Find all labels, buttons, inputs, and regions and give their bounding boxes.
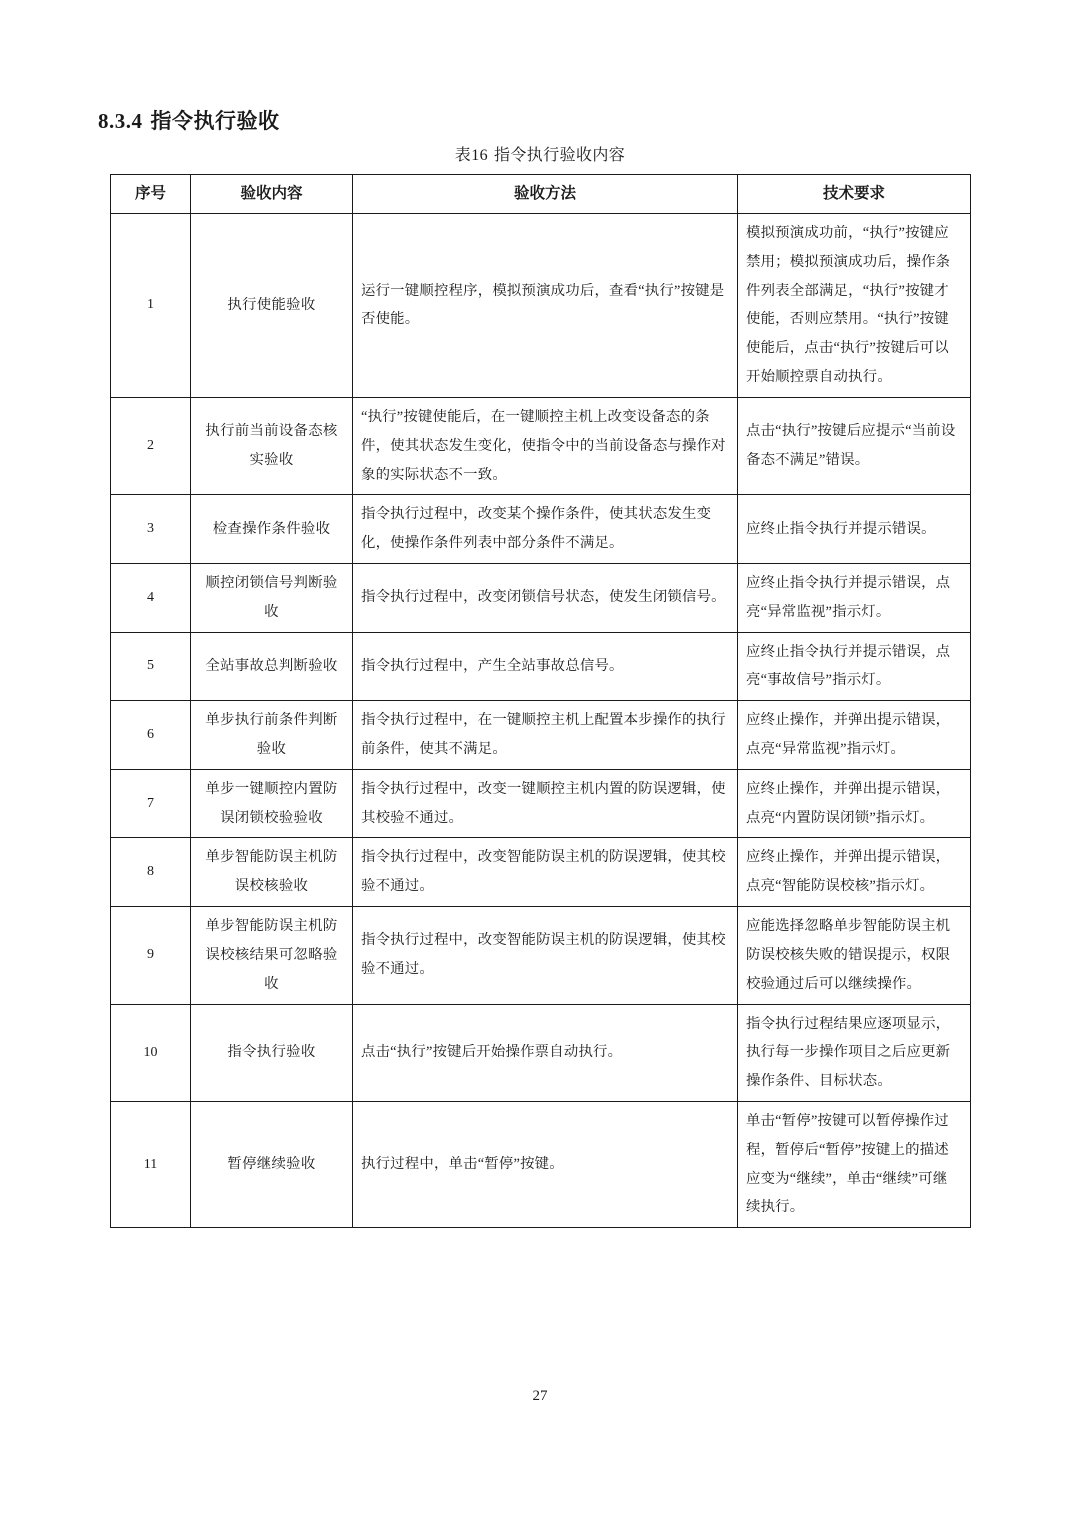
cell-method: 指令执行过程中，产生全站事故总信号。 [353, 632, 738, 701]
cell-method: 指令执行过程中，改变智能防误主机的防误逻辑，使其校验不通过。 [353, 838, 738, 907]
cell-requirement: 应终止指令执行并提示错误。 [738, 495, 971, 564]
table-row [111, 495, 971, 564]
table-row [111, 769, 971, 838]
cell-content: 单步执行前条件判断验收 [191, 701, 353, 770]
table-row [111, 563, 971, 632]
cell-content: 检查操作条件验收 [191, 495, 353, 564]
cell-index: 6 [111, 701, 191, 770]
cell-requirement: 应终止操作，并弹出提示错误，点亮“智能防误校核”指示灯。 [738, 838, 971, 907]
cell-requirement: 模拟预演成功前，“执行”按键应禁用；模拟预演成功后，操作条件列表全部满足，“执行”按键才使能，否则应禁用。“执行”按键使能后，点击“执行”按键后可以开始顺控票自动执行。 [738, 214, 971, 398]
cell-content: 顺控闭锁信号判断验收 [191, 563, 353, 632]
cell-index: 8 [111, 838, 191, 907]
table-row [111, 214, 971, 398]
section-title: 指令执行验收 [150, 110, 280, 133]
cell-method: 指令执行过程中，改变闭锁信号状态，使发生闭锁信号。 [353, 563, 738, 632]
table-row [111, 1004, 971, 1101]
cell-requirement: 应终止指令执行并提示错误，点亮“事故信号”指示灯。 [738, 632, 971, 701]
cell-method: 指令执行过程中，改变某个操作条件，使其状态发生变化，使操作条件列表中部分条件不满足。 [353, 495, 738, 564]
cell-method: 执行过程中，单击“暂停”按键。 [353, 1101, 738, 1227]
cell-index: 5 [111, 632, 191, 701]
cell-requirement: 点击“执行”按键后应提示“当前设备态不满足”错误。 [738, 397, 971, 494]
section-number: 8.3.4 [98, 109, 143, 133]
table-row [111, 838, 971, 907]
cell-index: 2 [111, 397, 191, 494]
table-row [111, 701, 971, 770]
page-number: 27 [532, 1388, 548, 1404]
cell-requirement: 应能选择忽略单步智能防误主机防误校核失败的错误提示，权限校验通过后可以继续操作。 [738, 907, 971, 1004]
table-row [111, 907, 971, 1004]
cell-method: 指令执行过程中，改变智能防误主机的防误逻辑，使其校验不通过。 [353, 907, 738, 1004]
cell-index: 7 [111, 769, 191, 838]
table-row [111, 397, 971, 494]
cell-content: 执行使能验收 [191, 214, 353, 398]
cell-method: 指令执行过程中，改变一键顺控主机内置的防误逻辑，使其校验不通过。 [353, 769, 738, 838]
cell-method: 指令执行过程中，在一键顺控主机上配置本步操作的执行前条件，使其不满足。 [353, 701, 738, 770]
cell-content: 单步智能防误主机防误校核验收 [191, 838, 353, 907]
cell-index: 11 [111, 1101, 191, 1227]
table-row [111, 1101, 971, 1227]
column-header-content: 验收内容 [191, 175, 353, 214]
cell-content: 暂停继续验收 [191, 1101, 353, 1227]
cell-content: 执行前当前设备态核实验收 [191, 397, 353, 494]
cell-requirement: 单击“暂停”按键可以暂停操作过程，暂停后“暂停”按键上的描述应变为“继续”，单击“继续”可继续执行。 [738, 1101, 971, 1227]
table-caption [0, 142, 1080, 165]
table-header-row [111, 175, 971, 214]
cell-content: 指令执行验收 [191, 1004, 353, 1101]
cell-content: 单步一键顺控内置防误闭锁校验验收 [191, 769, 353, 838]
column-header-index: 序号 [111, 175, 191, 214]
cell-requirement: 指令执行过程结果应逐项显示，执行每一步操作项目之后应更新操作条件、目标状态。 [738, 1004, 971, 1101]
cell-index: 9 [111, 907, 191, 1004]
table-caption-text: 指令执行验收内容 [494, 147, 626, 164]
cell-index: 4 [111, 563, 191, 632]
cell-method: 点击“执行”按键后开始操作票自动执行。 [353, 1004, 738, 1101]
cell-index: 1 [111, 214, 191, 398]
acceptance-table [110, 174, 971, 1228]
cell-requirement: 应终止指令执行并提示错误，点亮“异常监视”指示灯。 [738, 563, 971, 632]
section-heading [98, 105, 280, 135]
column-header-method: 验收方法 [353, 175, 738, 214]
cell-method: 运行一键顺控程序，模拟预演成功后，查看“执行”按键是否使能。 [353, 214, 738, 398]
cell-index: 10 [111, 1004, 191, 1101]
cell-requirement: 应终止操作，并弹出提示错误，点亮“异常监视”指示灯。 [738, 701, 971, 770]
column-header-requirement: 技术要求 [738, 175, 971, 214]
cell-method: “执行”按键使能后，在一键顺控主机上改变设备态的条件，使其状态发生变化，使指令中的当前设备态与操作对象的实际状态不一致。 [353, 397, 738, 494]
cell-content: 全站事故总判断验收 [191, 632, 353, 701]
cell-requirement: 应终止操作，并弹出提示错误，点亮“内置防误闭锁”指示灯。 [738, 769, 971, 838]
cell-index: 3 [111, 495, 191, 564]
table-row [111, 632, 971, 701]
table-body [111, 214, 971, 1228]
table-caption-number: 表16 [454, 147, 488, 164]
cell-content: 单步智能防误主机防误校核结果可忽略验收 [191, 907, 353, 1004]
